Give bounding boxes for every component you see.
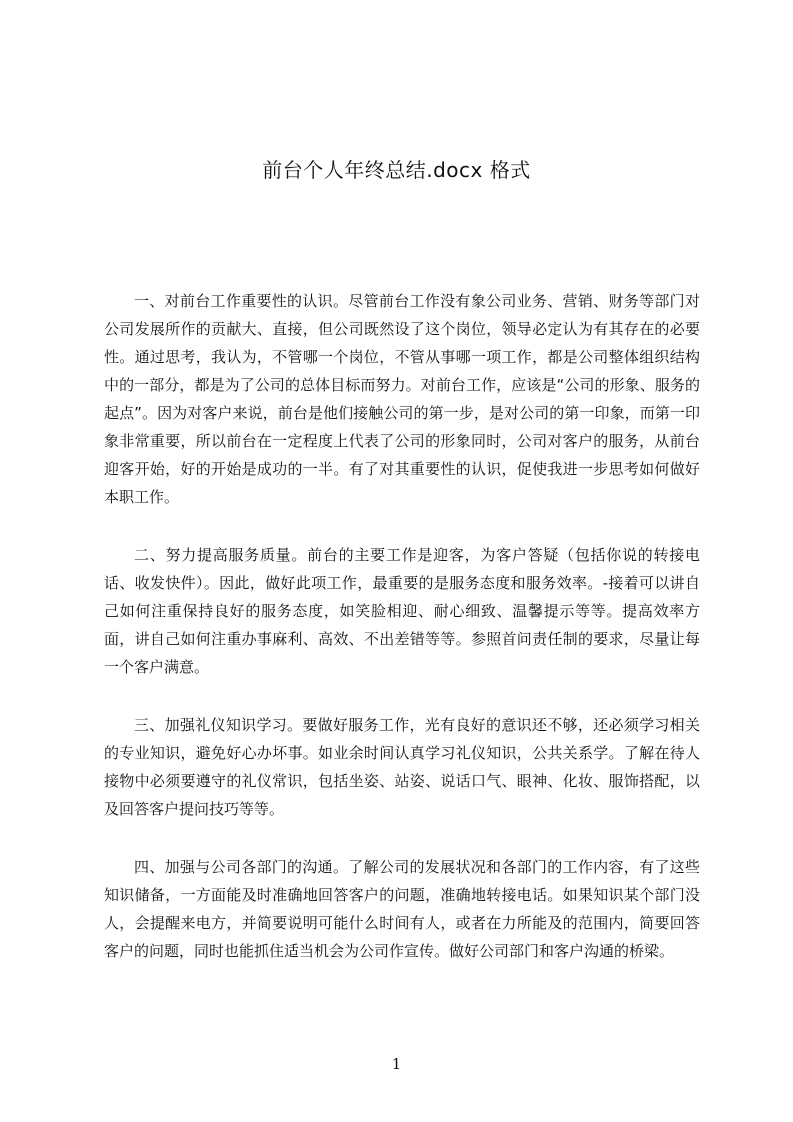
paragraph-etiquette-learning: 三、加强礼仪知识学习。要做好服务工作，光有良好的意识还不够，还必须学习相关的专业知识，避免好心办坏事。如业余时间认真学习礼仪知识，公共关系学。了解在待人接物中必须要遵守的礼仪常识，包括坐姿、站姿、说话口气、眼神、化妆、服饰搭配，以及回答客户提问技巧等等。 xyxy=(104,716,700,818)
document-title: 前台个人年终总结.docx 格式 xyxy=(262,158,531,183)
paragraph-department-communication: 四、加强与公司各部门的沟通。了解公司的发展状况和各部门的工作内容，有了这些知识储备，一方面能及时准确地回答客户的问题，准确地转接电话。如果知识某个部门没人，会提醒来电方，并简要说明可能什么时间有人，或者在力所能及的范围内，简要回答客户的问题，同时也能抓住适当机会为公司作宣传。做好公司部门和客户沟通的桥梁。 xyxy=(104,858,700,960)
page-number: 1 xyxy=(391,1055,402,1073)
document-body xyxy=(104,287,700,995)
paragraph-front-desk-importance: 一、对前台工作重要性的认识。尽管前台工作没有象公司业务、营销、财务等部门对公司发展所作的贡献大、直接，但公司既然设了这个岗位，领导必定认为有其存在的必要性。通过思考，我认为，不管哪一个岗位，不管从事哪一项工作，都是公司整体组织结构中的一部分，都是为了公司的总体目标而努力。对前台工作，应该是“公司的形象、服务的起点”。因为对客户来说，前台是他们接触公司的第一步，是对公司的第一印象，而第一印象非常重要，所以前台在一定程度上代表了公司的形象同时，公司对客户的服务，从前台迎客开始，好的开始是成功的一半。有了对其重要性的认识，促使我进一步思考如何做好本职工作。 xyxy=(104,292,700,506)
paragraph-service-quality: 二、努力提高服务质量。前台的主要工作是迎客，为客户答疑（包括你说的转接电话、收发快件）。因此，做好此项工作，最重要的是服务态度和服务效率。-接着可以讲自己如何注重保持良好的服务态度，如笑脸相迎、耐心细致、温馨提示等等。提高效率方面，讲自己如何注重办事麻利、高效、不出差错等等。参照首问责任制的要求，尽量让每一个客户满意。 xyxy=(104,546,700,676)
